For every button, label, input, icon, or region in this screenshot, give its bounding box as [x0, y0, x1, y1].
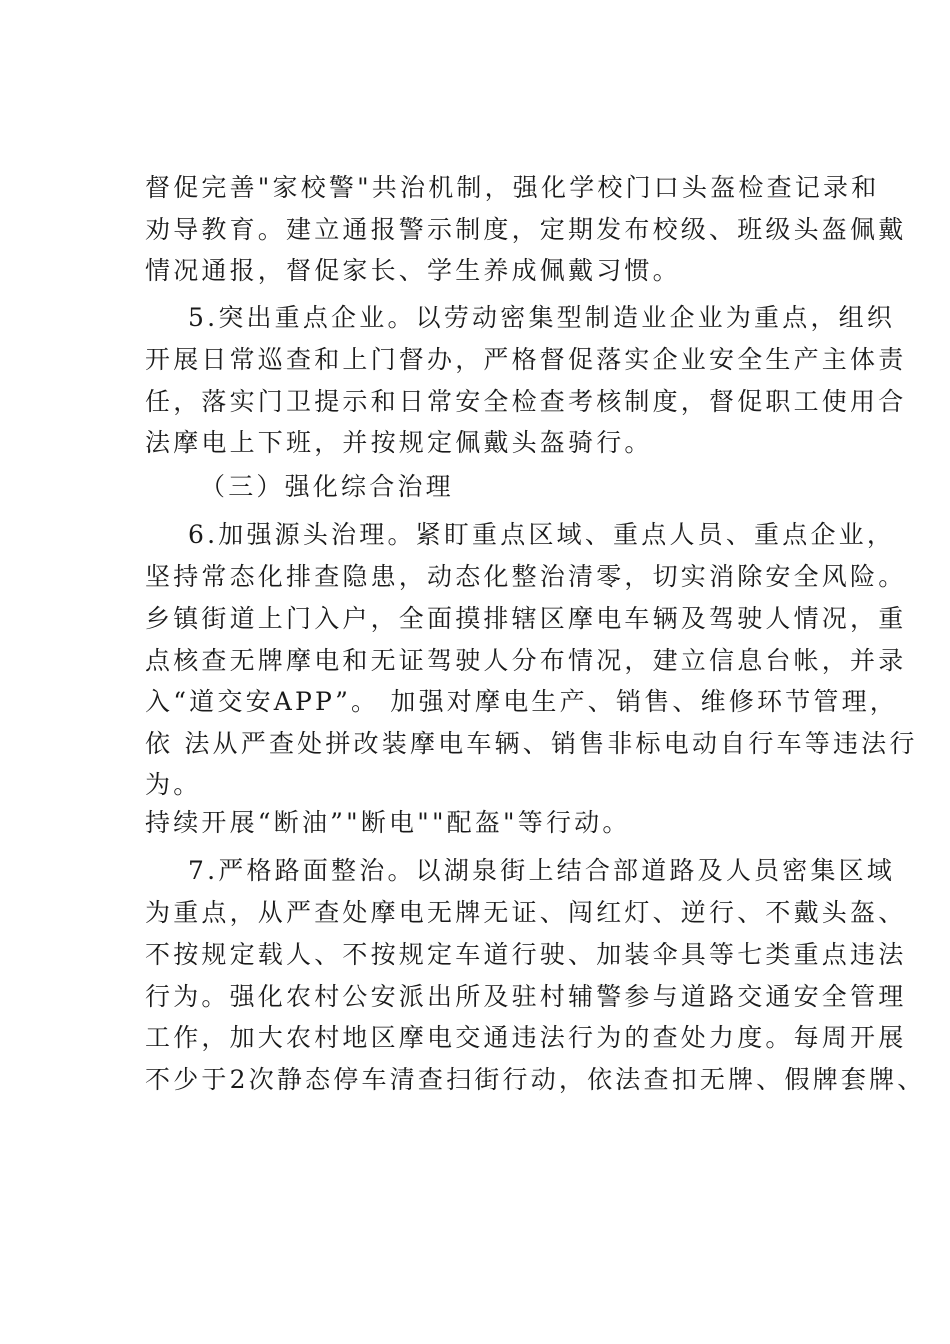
- text-line: 坚持常态化排查隐患，动态化整治清零，切实消除安全风险。: [145, 562, 907, 591]
- paragraph-start-line: 6.加强源头治理。紧盯重点区域、重点人员、重点企业，: [188, 520, 896, 549]
- text-line: 不少于2次静态停车清查扫街行动，依法查扣无牌、假牌套牌、: [145, 1065, 926, 1094]
- text-line: 入“道交安APP”。 加强对摩电生产、销售、维修环节管理，: [145, 687, 899, 716]
- text-line: 持续开展“断油”"断电""配盔"等行动。: [145, 808, 631, 837]
- text-line: 为重点，从严查处摩电无牌无证、闯红灯、逆行、不戴头盔、: [145, 898, 907, 927]
- text-line: 工作，加大农村地区摩电交通违法行为的查处力度。每周开展: [145, 1023, 907, 1052]
- paragraph-start-line: 7.严格路面整治。以湖泉街上结合部道路及人员密集区域: [188, 856, 896, 885]
- text-line: 情况通报，督促家长、学生养成佩戴习惯。: [145, 256, 681, 285]
- paragraph-start-line: 5.突出重点企业。以劳动密集型制造业企业为重点，组织: [188, 303, 896, 332]
- text-line: 督促完善"家校警"共治机制，强化学校门口头盔检查记录和: [145, 173, 880, 202]
- text-line: 点核查无牌摩电和无证驾驶人分布情况，建立信息台帐，并录: [145, 646, 907, 675]
- text-line: 法摩电上下班，并按规定佩戴头盔骑行。: [145, 428, 653, 457]
- text-line: 任，落实门卫提示和日常安全检查考核制度，督促职工使用合: [145, 387, 907, 416]
- text-line: 乡镇街道上门入户，全面摸排辖区摩电车辆及驾驶人情况，重: [145, 604, 907, 633]
- text-line: 不按规定载人、不按规定车道行驶、加装伞具等七类重点违法: [145, 940, 907, 969]
- text-line: 依 法从严查处拼改装摩电车辆、销售非标电动自行车等违法行: [145, 729, 918, 758]
- text-line: 开展日常巡查和上门督办，严格督促落实企业安全生产主体责: [145, 345, 907, 374]
- text-line: 为。: [145, 770, 202, 799]
- text-line: 劝导教育。建立通报警示制度，定期发布校级、班级头盔佩戴: [145, 215, 907, 244]
- text-line: 行为。强化农村公安派出所及驻村辅警参与道路交通安全管理: [145, 982, 907, 1011]
- section-heading: （三）强化综合治理: [200, 472, 454, 501]
